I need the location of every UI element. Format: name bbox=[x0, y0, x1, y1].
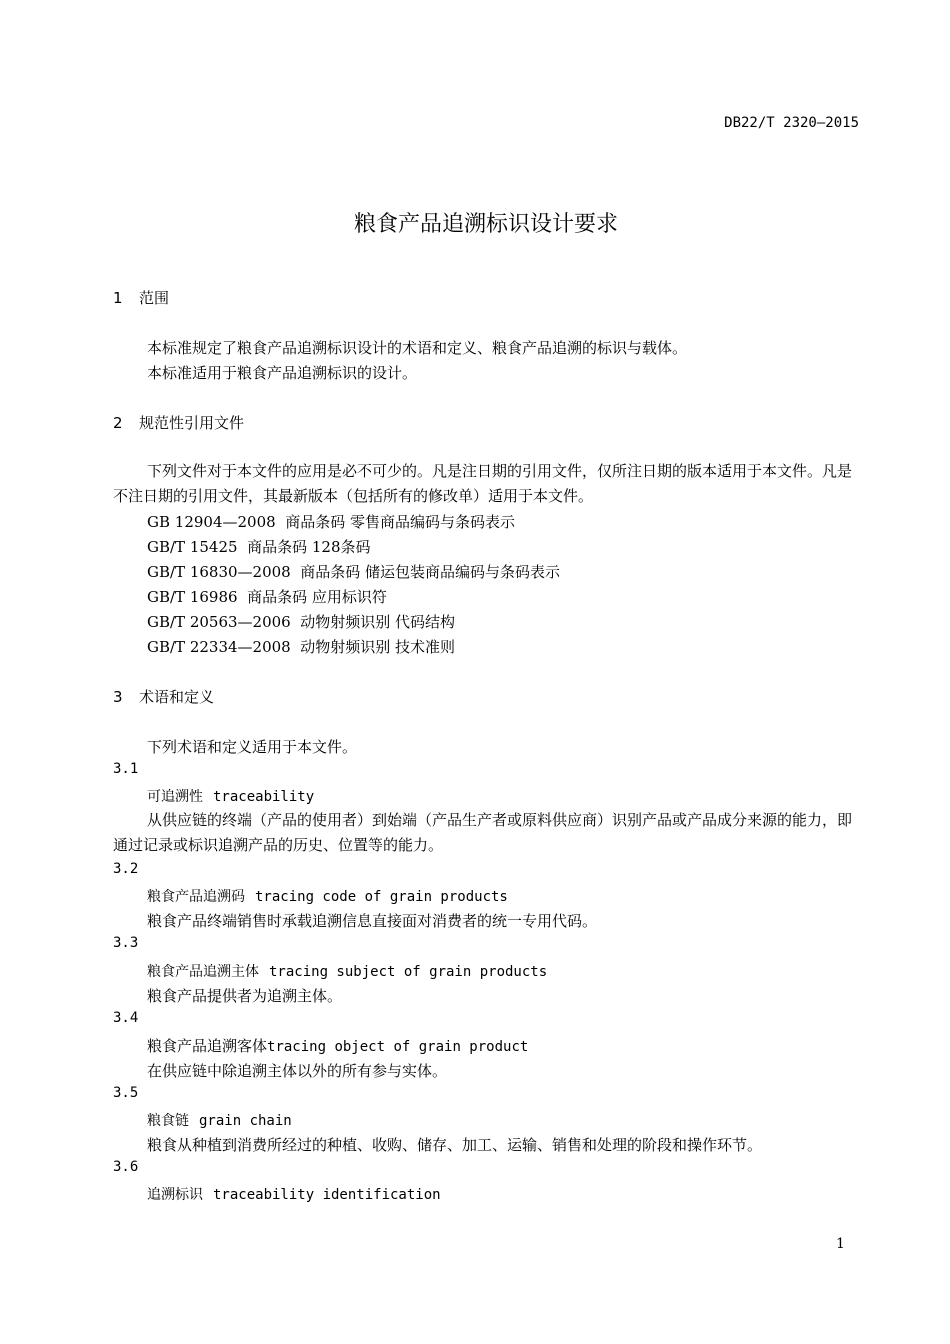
clause-number: 3.6 bbox=[113, 1159, 139, 1175]
reference-code: GB/T 16830—2008 bbox=[147, 563, 291, 581]
term-definition: 从供应链的终端（产品的使用者）到始端（产品生产者或原料供应商）识别产品或产品成分来源的能力，即通过记录或标识追溯产品的历史、位置等的能力。 bbox=[113, 811, 853, 854]
term-zh: 可追溯性 bbox=[147, 789, 203, 805]
section-title: 术语和定义 bbox=[139, 688, 215, 706]
reference-code: GB/T 15425 bbox=[147, 538, 238, 556]
term-en: traceability bbox=[213, 789, 315, 805]
term-definition: 在供应链中除追溯主体以外的所有参与实体。 bbox=[147, 1062, 448, 1080]
page-number: 1 bbox=[836, 1236, 845, 1252]
reference-title: 动物射频识别 代码结构 bbox=[300, 613, 456, 631]
term-en: tracing code of grain products bbox=[255, 889, 508, 905]
term-heading bbox=[147, 961, 547, 981]
term-zh: 粮食产品追溯主体 bbox=[147, 964, 259, 980]
term-heading bbox=[147, 1184, 441, 1204]
section-number: 2 bbox=[113, 414, 123, 432]
section-2-heading bbox=[113, 412, 244, 433]
reference-title: 商品条码 零售商品编码与条码表示 bbox=[285, 513, 515, 531]
term-definition: 粮食产品终端销售时承载追溯信息直接面对消费者的统一专用代码。 bbox=[147, 912, 598, 930]
section-title: 规范性引用文件 bbox=[139, 414, 245, 432]
reference-item bbox=[147, 586, 387, 607]
term-en: traceability identification bbox=[213, 1187, 441, 1203]
reference-item bbox=[147, 561, 560, 582]
reference-title: 动物射频识别 技术准则 bbox=[300, 638, 456, 656]
document-title: 粮食产品追溯标识设计要求 bbox=[353, 212, 618, 237]
term-zh: 粮食链 bbox=[147, 1113, 189, 1129]
term-en: tracing object of grain product bbox=[267, 1039, 529, 1055]
clause-number: 3.2 bbox=[113, 861, 139, 877]
term-en: grain chain bbox=[199, 1113, 292, 1129]
scope-paragraph-2: 本标准适用于粮食产品追溯标识的设计。 bbox=[147, 364, 418, 382]
reference-title: 商品条码 128条码 bbox=[247, 538, 371, 556]
reference-item bbox=[147, 611, 455, 632]
section-1-heading bbox=[113, 287, 169, 308]
reference-code: GB/T 20563—2006 bbox=[147, 613, 291, 631]
normative-references-intro: 下列文件对于本文件的应用是必不可少的。凡是注日期的引用文件，仅所注日期的版本适用于本文件。凡是不注日期的引用文件，其最新版本（包括所有的修改单）适用于本文件。 bbox=[113, 462, 853, 505]
reference-code: GB/T 22334—2008 bbox=[147, 638, 291, 656]
document-code: DB22/T 2320—2015 bbox=[724, 115, 859, 131]
term-zh: 粮食产品追溯码 bbox=[147, 889, 245, 905]
terms-intro: 下列术语和定义适用于本文件。 bbox=[147, 738, 358, 756]
term-heading bbox=[147, 786, 314, 806]
clause-number: 3.1 bbox=[113, 761, 139, 777]
scope-paragraph-1: 本标准规定了粮食产品追溯标识设计的术语和定义、粮食产品追溯的标识与载体。 bbox=[147, 339, 688, 357]
section-number: 3 bbox=[113, 688, 123, 706]
section-3-heading bbox=[113, 686, 214, 707]
term-heading bbox=[147, 1110, 292, 1130]
term-heading bbox=[147, 886, 508, 906]
term-definition: 粮食从种植到消费所经过的种植、收购、储存、加工、运输、销售和处理的阶段和操作环节。 bbox=[147, 1136, 763, 1154]
term-zh: 追溯标识 bbox=[147, 1187, 203, 1203]
term-definition: 粮食产品提供者为追溯主体。 bbox=[147, 987, 343, 1005]
reference-item bbox=[147, 636, 455, 657]
term-en: tracing subject of grain products bbox=[269, 964, 548, 980]
reference-item bbox=[147, 536, 371, 557]
clause-number: 3.5 bbox=[113, 1085, 139, 1101]
term-zh: 粮食产品追溯客体 bbox=[147, 1037, 268, 1055]
term-heading bbox=[147, 1035, 528, 1056]
clause-number: 3.4 bbox=[113, 1010, 139, 1026]
section-title: 范围 bbox=[139, 289, 170, 307]
reference-item bbox=[147, 511, 515, 532]
section-number: 1 bbox=[113, 289, 123, 307]
reference-title: 商品条码 应用标识符 bbox=[247, 588, 387, 606]
reference-title: 商品条码 储运包装商品编码与条码表示 bbox=[300, 563, 561, 581]
reference-code: GB 12904—2008 bbox=[147, 513, 276, 531]
reference-code: GB/T 16986 bbox=[147, 588, 238, 606]
clause-number: 3.3 bbox=[113, 935, 139, 951]
